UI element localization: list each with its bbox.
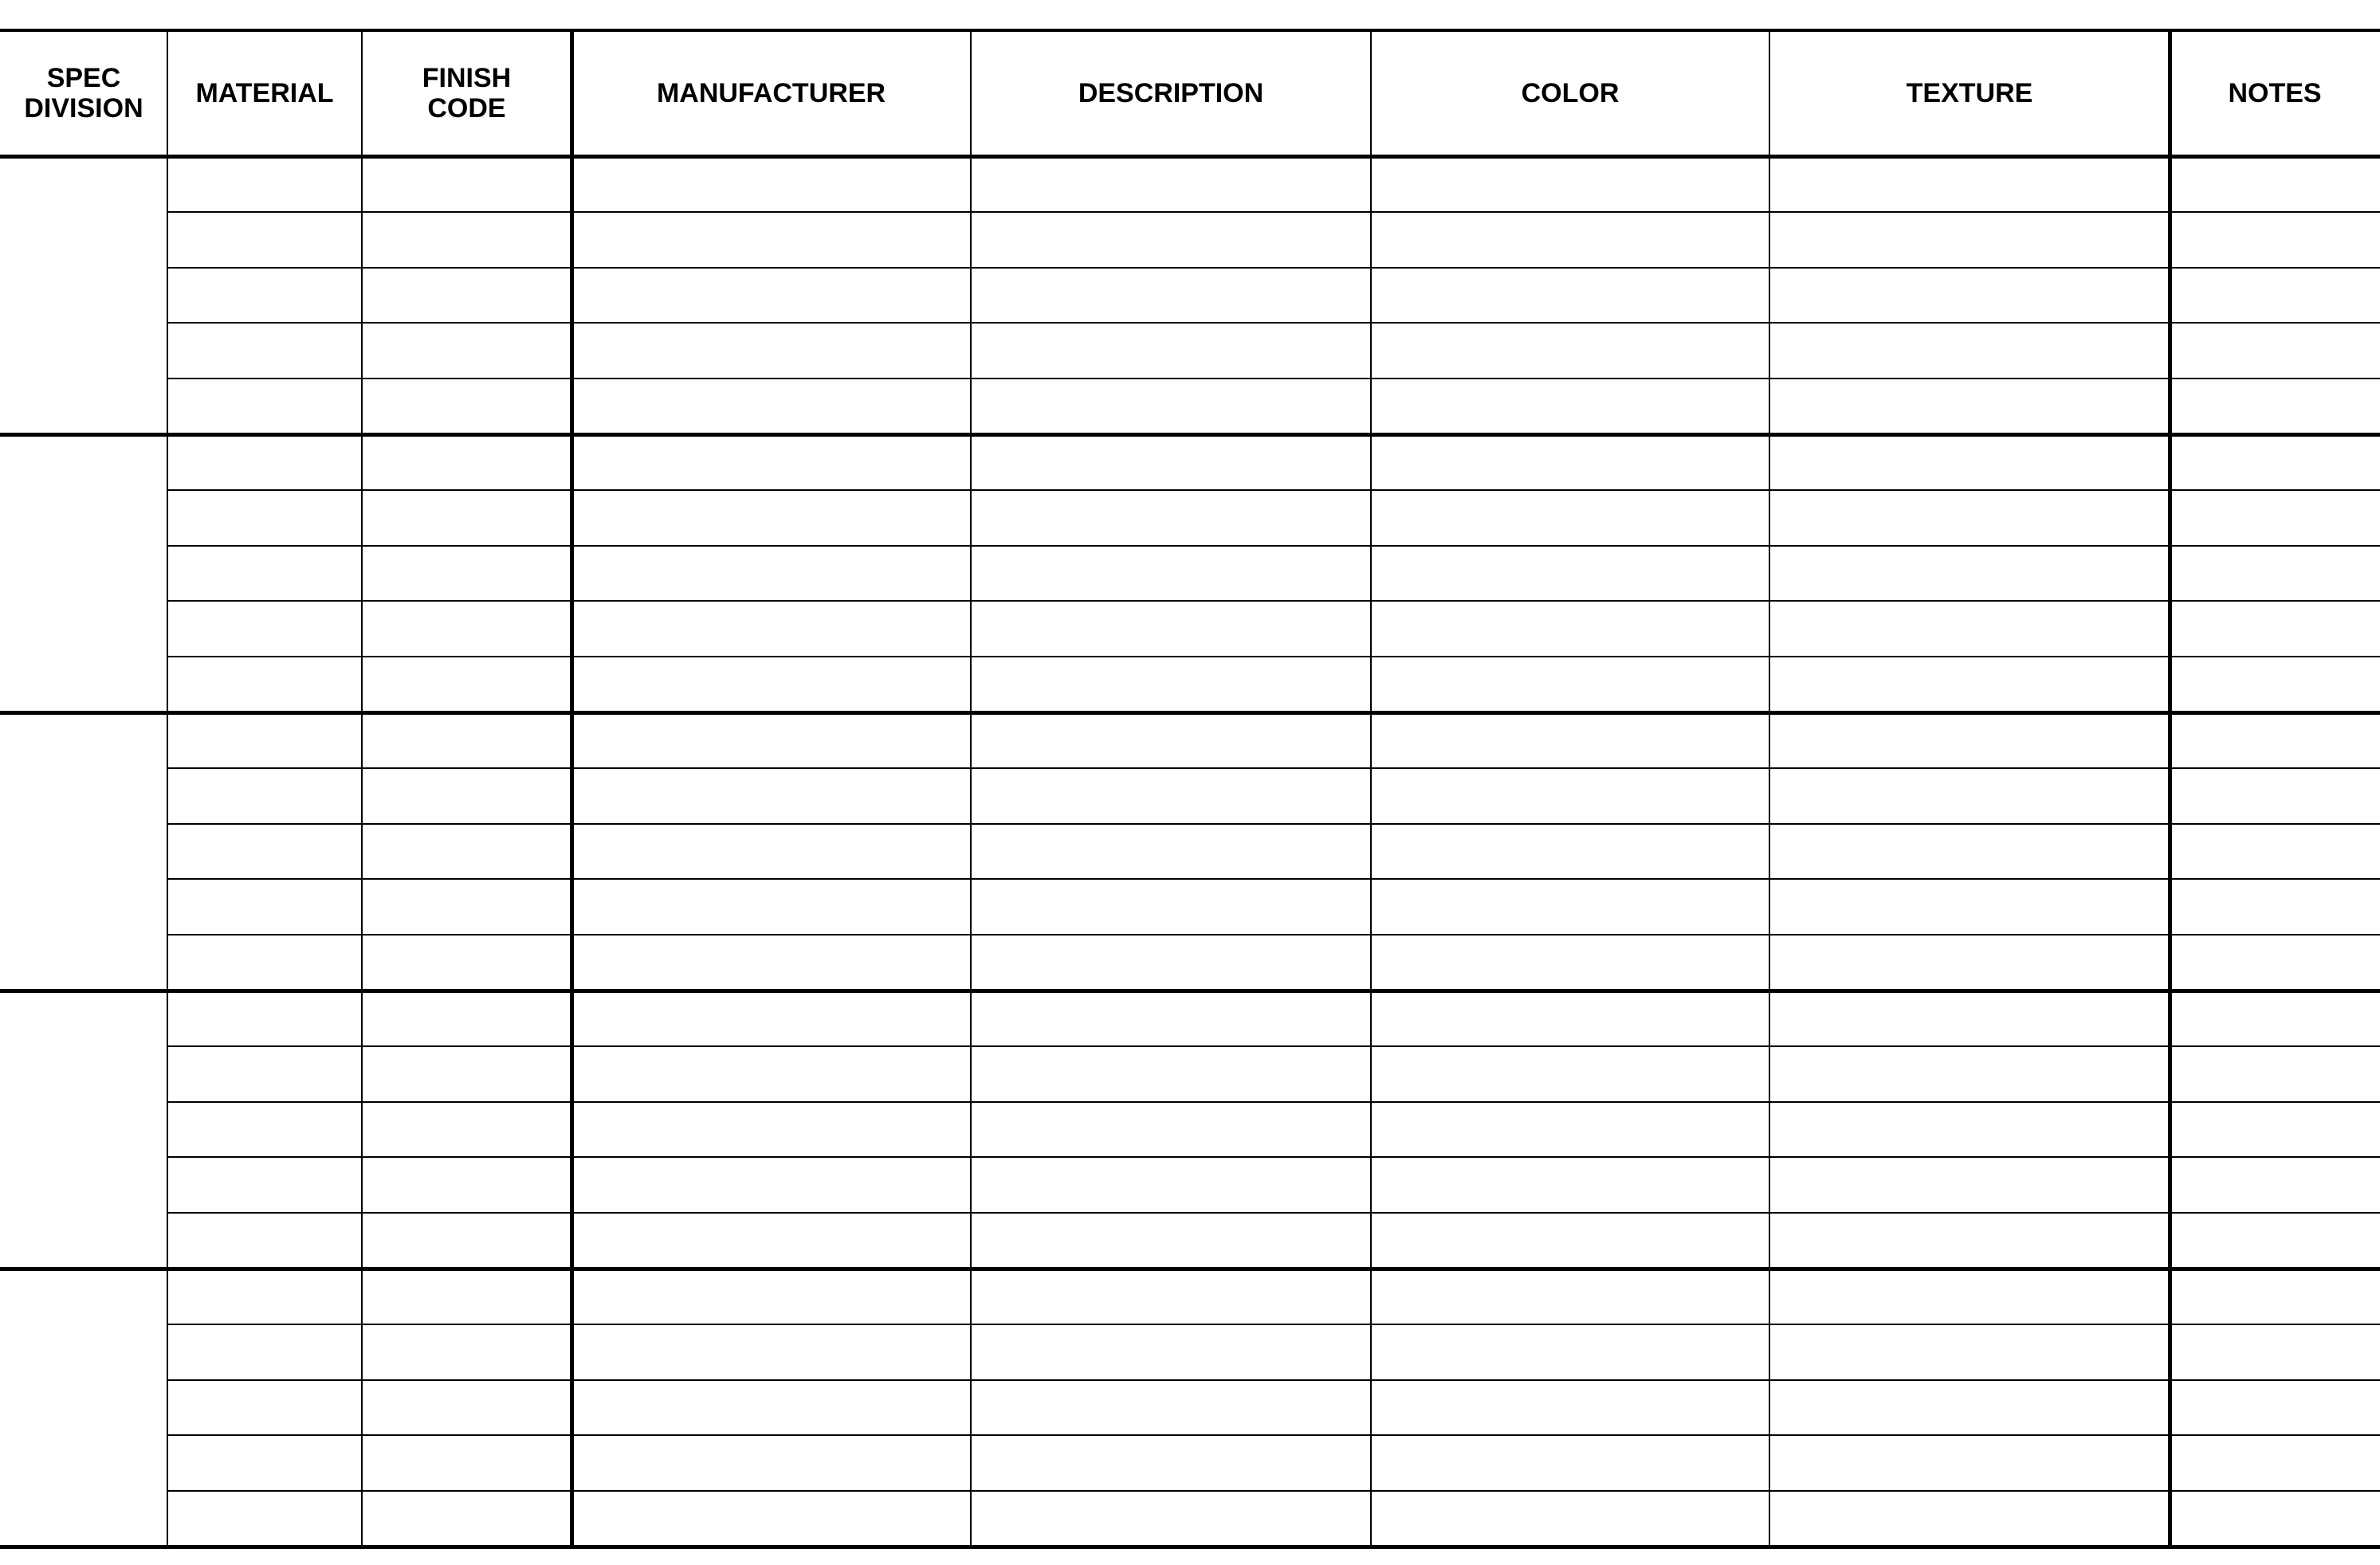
color-cell[interactable] bbox=[1371, 990, 1769, 1046]
finish-code-cell[interactable] bbox=[362, 1380, 571, 1436]
material-cell[interactable] bbox=[167, 1380, 362, 1436]
description-cell[interactable] bbox=[971, 268, 1371, 324]
finish-code-cell[interactable] bbox=[362, 1102, 571, 1158]
notes-cell[interactable] bbox=[2170, 434, 2380, 490]
material-cell[interactable] bbox=[167, 1102, 362, 1158]
header-description: DESCRIPTION bbox=[1078, 78, 1264, 108]
color-cell[interactable] bbox=[1371, 1324, 1769, 1380]
header-texture: TEXTURE bbox=[1906, 78, 2033, 108]
color-cell[interactable] bbox=[1371, 490, 1769, 546]
manufacturer-cell[interactable] bbox=[571, 1491, 971, 1547]
manufacturer-cell[interactable] bbox=[571, 824, 971, 880]
color-cell[interactable] bbox=[1371, 824, 1769, 880]
color-cell[interactable] bbox=[1371, 935, 1769, 990]
material-cell[interactable] bbox=[167, 1435, 362, 1491]
manufacturer-cell[interactable] bbox=[571, 1046, 971, 1102]
material-cell[interactable] bbox=[167, 156, 362, 212]
manufacturer-cell[interactable] bbox=[571, 1380, 971, 1436]
finish-code-cell[interactable] bbox=[362, 935, 571, 990]
notes-cell[interactable] bbox=[2170, 1491, 2380, 1547]
color-cell[interactable] bbox=[1371, 1046, 1769, 1102]
finish-code-cell[interactable] bbox=[362, 546, 571, 602]
color-cell[interactable] bbox=[1371, 1380, 1769, 1436]
manufacturer-cell[interactable] bbox=[571, 712, 971, 768]
description-cell[interactable] bbox=[971, 824, 1371, 880]
notes-cell[interactable] bbox=[2170, 1435, 2380, 1491]
description-cell[interactable] bbox=[971, 1324, 1371, 1380]
texture-cell[interactable] bbox=[1769, 323, 2170, 379]
manufacturer-cell[interactable] bbox=[571, 1213, 971, 1269]
finish-code-cell[interactable] bbox=[362, 1491, 571, 1547]
finish-code-cell[interactable] bbox=[362, 379, 571, 434]
finish-code-cell[interactable] bbox=[362, 434, 571, 490]
texture-cell[interactable] bbox=[1769, 268, 2170, 324]
manufacturer-cell[interactable] bbox=[571, 546, 971, 602]
texture-cell[interactable] bbox=[1769, 156, 2170, 212]
manufacturer-cell[interactable] bbox=[571, 1157, 971, 1213]
color-cell[interactable] bbox=[1371, 879, 1769, 935]
description-cell[interactable] bbox=[971, 657, 1371, 712]
color-cell[interactable] bbox=[1371, 1157, 1769, 1213]
finish-code-cell[interactable] bbox=[362, 1269, 571, 1324]
notes-cell[interactable] bbox=[2170, 712, 2380, 768]
manufacturer-cell[interactable] bbox=[571, 212, 971, 268]
color-cell[interactable] bbox=[1371, 712, 1769, 768]
description-cell[interactable] bbox=[971, 1269, 1371, 1324]
notes-cell[interactable] bbox=[2170, 1102, 2380, 1158]
color-cell[interactable] bbox=[1371, 156, 1769, 212]
header-manufacturer: MANUFACTURER bbox=[656, 78, 886, 108]
finish-code-cell[interactable] bbox=[362, 156, 571, 212]
notes-cell[interactable] bbox=[2170, 1269, 2380, 1324]
notes-cell[interactable] bbox=[2170, 379, 2380, 434]
color-cell[interactable] bbox=[1371, 657, 1769, 712]
description-cell[interactable] bbox=[971, 490, 1371, 546]
notes-cell[interactable] bbox=[2170, 323, 2380, 379]
manufacturer-cell[interactable] bbox=[571, 657, 971, 712]
finish-code-cell[interactable] bbox=[362, 212, 571, 268]
material-cell[interactable] bbox=[167, 601, 362, 657]
notes-cell[interactable] bbox=[2170, 546, 2380, 602]
description-cell[interactable] bbox=[971, 768, 1371, 824]
material-cell[interactable] bbox=[167, 490, 362, 546]
texture-cell[interactable] bbox=[1769, 1324, 2170, 1380]
description-cell[interactable] bbox=[971, 1491, 1371, 1547]
notes-cell[interactable] bbox=[2170, 935, 2380, 990]
finish-code-cell[interactable] bbox=[362, 1435, 571, 1491]
header-finish-code: FINISH CODE bbox=[422, 63, 512, 124]
finish-code-cell[interactable] bbox=[362, 990, 571, 1046]
color-cell[interactable] bbox=[1371, 601, 1769, 657]
color-cell[interactable] bbox=[1371, 379, 1769, 434]
notes-cell[interactable] bbox=[2170, 1324, 2380, 1380]
texture-cell[interactable] bbox=[1769, 879, 2170, 935]
finish-code-cell[interactable] bbox=[362, 879, 571, 935]
description-cell[interactable] bbox=[971, 1435, 1371, 1491]
finish-code-cell[interactable] bbox=[362, 1213, 571, 1269]
material-cell[interactable] bbox=[167, 1324, 362, 1380]
finish-code-cell[interactable] bbox=[362, 323, 571, 379]
texture-cell[interactable] bbox=[1769, 490, 2170, 546]
finish-code-cell[interactable] bbox=[362, 824, 571, 880]
texture-cell[interactable] bbox=[1769, 212, 2170, 268]
notes-cell[interactable] bbox=[2170, 1157, 2380, 1213]
texture-cell[interactable] bbox=[1769, 434, 2170, 490]
manufacturer-cell[interactable] bbox=[571, 879, 971, 935]
material-cell[interactable] bbox=[167, 1269, 362, 1324]
header-spec-division: SPEC DIVISION bbox=[24, 63, 143, 124]
description-cell[interactable] bbox=[971, 1157, 1371, 1213]
texture-cell[interactable] bbox=[1769, 935, 2170, 990]
manufacturer-cell[interactable] bbox=[571, 601, 971, 657]
material-cell[interactable] bbox=[167, 323, 362, 379]
material-cell[interactable] bbox=[167, 546, 362, 602]
description-cell[interactable] bbox=[971, 379, 1371, 434]
spec-division-cell[interactable] bbox=[0, 434, 167, 712]
header-color: COLOR bbox=[1521, 78, 1620, 108]
spec-division-cell[interactable] bbox=[0, 712, 167, 990]
color-cell[interactable] bbox=[1371, 434, 1769, 490]
notes-cell[interactable] bbox=[2170, 268, 2380, 324]
description-cell[interactable] bbox=[971, 1102, 1371, 1158]
description-cell[interactable] bbox=[971, 935, 1371, 990]
notes-cell[interactable] bbox=[2170, 657, 2380, 712]
material-cell[interactable] bbox=[167, 268, 362, 324]
material-cell[interactable] bbox=[167, 824, 362, 880]
finish-code-cell[interactable] bbox=[362, 490, 571, 546]
header-notes: NOTES bbox=[2228, 78, 2322, 108]
texture-cell[interactable] bbox=[1769, 1213, 2170, 1269]
description-cell[interactable] bbox=[971, 1213, 1371, 1269]
description-cell[interactable] bbox=[971, 1380, 1371, 1436]
texture-cell[interactable] bbox=[1769, 1269, 2170, 1324]
description-cell[interactable] bbox=[971, 990, 1371, 1046]
material-cell[interactable] bbox=[167, 990, 362, 1046]
notes-cell[interactable] bbox=[2170, 990, 2380, 1046]
texture-cell[interactable] bbox=[1769, 1491, 2170, 1547]
description-cell[interactable] bbox=[971, 212, 1371, 268]
material-cell[interactable] bbox=[167, 935, 362, 990]
material-cell[interactable] bbox=[167, 1213, 362, 1269]
notes-cell[interactable] bbox=[2170, 824, 2380, 880]
finish-code-cell[interactable] bbox=[362, 768, 571, 824]
notes-cell[interactable] bbox=[2170, 212, 2380, 268]
texture-cell[interactable] bbox=[1769, 601, 2170, 657]
description-cell[interactable] bbox=[971, 601, 1371, 657]
finish-code-cell[interactable] bbox=[362, 268, 571, 324]
material-cell[interactable] bbox=[167, 1157, 362, 1213]
material-cell[interactable] bbox=[167, 1046, 362, 1102]
notes-cell[interactable] bbox=[2170, 1213, 2380, 1269]
finish-code-cell[interactable] bbox=[362, 657, 571, 712]
texture-cell[interactable] bbox=[1769, 1046, 2170, 1102]
material-cell[interactable] bbox=[167, 379, 362, 434]
manufacturer-cell[interactable] bbox=[571, 1324, 971, 1380]
manufacturer-cell[interactable] bbox=[571, 323, 971, 379]
texture-cell[interactable] bbox=[1769, 379, 2170, 434]
manufacturer-cell[interactable] bbox=[571, 1102, 971, 1158]
spec-division-cell[interactable] bbox=[0, 990, 167, 1269]
notes-cell[interactable] bbox=[2170, 879, 2380, 935]
material-cell[interactable] bbox=[167, 212, 362, 268]
material-cell[interactable] bbox=[167, 712, 362, 768]
color-cell[interactable] bbox=[1371, 1102, 1769, 1158]
color-cell[interactable] bbox=[1371, 1435, 1769, 1491]
description-cell[interactable] bbox=[971, 1046, 1371, 1102]
notes-cell[interactable] bbox=[2170, 1380, 2380, 1436]
color-cell[interactable] bbox=[1371, 268, 1769, 324]
color-cell[interactable] bbox=[1371, 1213, 1769, 1269]
color-cell[interactable] bbox=[1371, 323, 1769, 379]
manufacturer-cell[interactable] bbox=[571, 990, 971, 1046]
texture-cell[interactable] bbox=[1769, 712, 2170, 768]
manufacturer-cell[interactable] bbox=[571, 768, 971, 824]
notes-cell[interactable] bbox=[2170, 490, 2380, 546]
texture-cell[interactable] bbox=[1769, 1157, 2170, 1213]
material-cell[interactable] bbox=[167, 434, 362, 490]
texture-cell[interactable] bbox=[1769, 824, 2170, 880]
manufacturer-cell[interactable] bbox=[571, 935, 971, 990]
texture-cell[interactable] bbox=[1769, 990, 2170, 1046]
manufacturer-cell[interactable] bbox=[571, 490, 971, 546]
description-cell[interactable] bbox=[971, 546, 1371, 602]
description-cell[interactable] bbox=[971, 323, 1371, 379]
manufacturer-cell[interactable] bbox=[571, 268, 971, 324]
manufacturer-cell[interactable] bbox=[571, 156, 971, 212]
spec-division-cell[interactable] bbox=[0, 156, 167, 434]
spec-division-cell[interactable] bbox=[0, 1269, 167, 1547]
color-cell[interactable] bbox=[1371, 1269, 1769, 1324]
material-cell[interactable] bbox=[167, 879, 362, 935]
color-cell[interactable] bbox=[1371, 212, 1769, 268]
description-cell[interactable] bbox=[971, 712, 1371, 768]
manufacturer-cell[interactable] bbox=[571, 1269, 971, 1324]
texture-cell[interactable] bbox=[1769, 1435, 2170, 1491]
notes-cell[interactable] bbox=[2170, 156, 2380, 212]
manufacturer-cell[interactable] bbox=[571, 379, 971, 434]
texture-cell[interactable] bbox=[1769, 768, 2170, 824]
texture-cell[interactable] bbox=[1769, 1102, 2170, 1158]
notes-cell[interactable] bbox=[2170, 601, 2380, 657]
material-cell[interactable] bbox=[167, 1491, 362, 1547]
description-cell[interactable] bbox=[971, 434, 1371, 490]
description-cell[interactable] bbox=[971, 156, 1371, 212]
notes-cell[interactable] bbox=[2170, 768, 2380, 824]
description-cell[interactable] bbox=[971, 879, 1371, 935]
material-cell[interactable] bbox=[167, 657, 362, 712]
color-cell[interactable] bbox=[1371, 1491, 1769, 1547]
color-cell[interactable] bbox=[1371, 546, 1769, 602]
notes-cell[interactable] bbox=[2170, 1046, 2380, 1102]
finish-code-cell[interactable] bbox=[362, 712, 571, 768]
texture-cell[interactable] bbox=[1769, 546, 2170, 602]
header-material: MATERIAL bbox=[195, 78, 334, 108]
texture-cell[interactable] bbox=[1769, 1380, 2170, 1436]
manufacturer-cell[interactable] bbox=[571, 434, 971, 490]
texture-cell[interactable] bbox=[1769, 657, 2170, 712]
manufacturer-cell[interactable] bbox=[571, 1435, 971, 1491]
material-cell[interactable] bbox=[167, 768, 362, 824]
finish-code-cell[interactable] bbox=[362, 1157, 571, 1213]
finish-code-cell[interactable] bbox=[362, 1324, 571, 1380]
color-cell[interactable] bbox=[1371, 768, 1769, 824]
finish-code-cell[interactable] bbox=[362, 1046, 571, 1102]
finish-code-cell[interactable] bbox=[362, 601, 571, 657]
